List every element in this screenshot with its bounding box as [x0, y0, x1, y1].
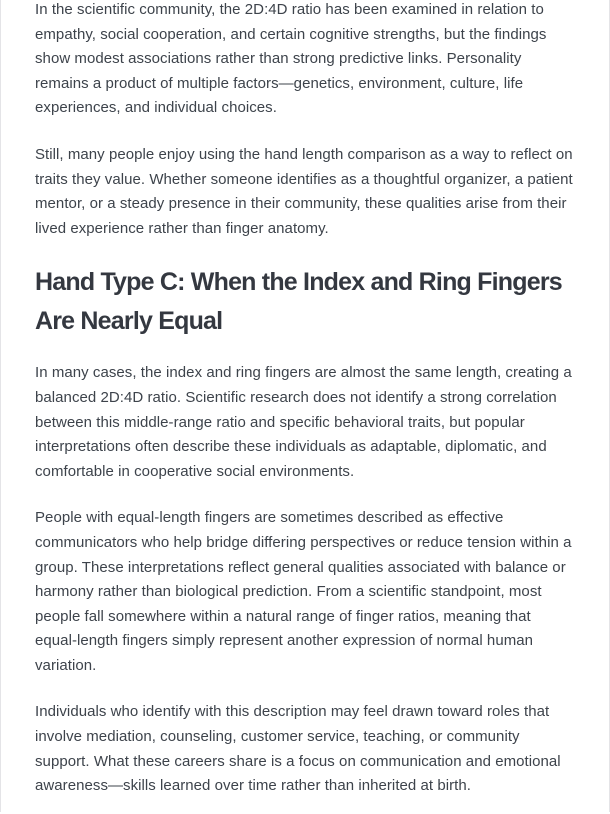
article-paragraph: People with equal-length fingers are sometimes described as effective communicators who help bridge differing perspectives or reduce tension within a group. These interpretations reflect general qualities associated with balance or harmony rather than biological prediction. From a scientific standpoint, most people fall somewhere within a natural range of finger ratios, meaning that equal-length fingers simply represent another expression of normal human variation.: [35, 509, 572, 674]
section-heading: Hand Type C: When the Index and Ring Fingers Are Nearly Equal: [35, 268, 562, 336]
article-paragraph: In many cases, the index and ring fingers are almost the same length, creating a balanced 2D:4D ratio. Scientific research does not identify a strong correlation between this middle-range ratio and specific behavioral traits, but popular interpretations often describe these individuals as adaptable, diplomatic, and comfortable in cooperative social environments.: [35, 364, 572, 480]
article-body: [35, 0, 576, 799]
article-paragraph: Individuals who identify with this description may feel drawn toward roles that involve mediation, counseling, customer service, teaching, or community support. What these careers share is a focus on communication and emotional awareness—skills learned over time rather than inherited at birth.: [35, 703, 561, 795]
article-paragraph: In the scientific community, the 2D:4D ratio has been examined in relation to empathy, social cooperation, and certain cognitive strengths, but the findings show modest associations rather than strong predictive links. Personality remains a product of multiple factors—genetics, environment, culture, life experiences, and individual choices.: [35, 1, 547, 117]
article-paragraph: Still, many people enjoy using the hand length comparison as a way to reflect on traits they value. Whether someone identifies as a thoughtful organizer, a patient mentor, or a steady presence in their community, these qualities arise from their lived experience rather than finger anatomy.: [35, 145, 573, 237]
